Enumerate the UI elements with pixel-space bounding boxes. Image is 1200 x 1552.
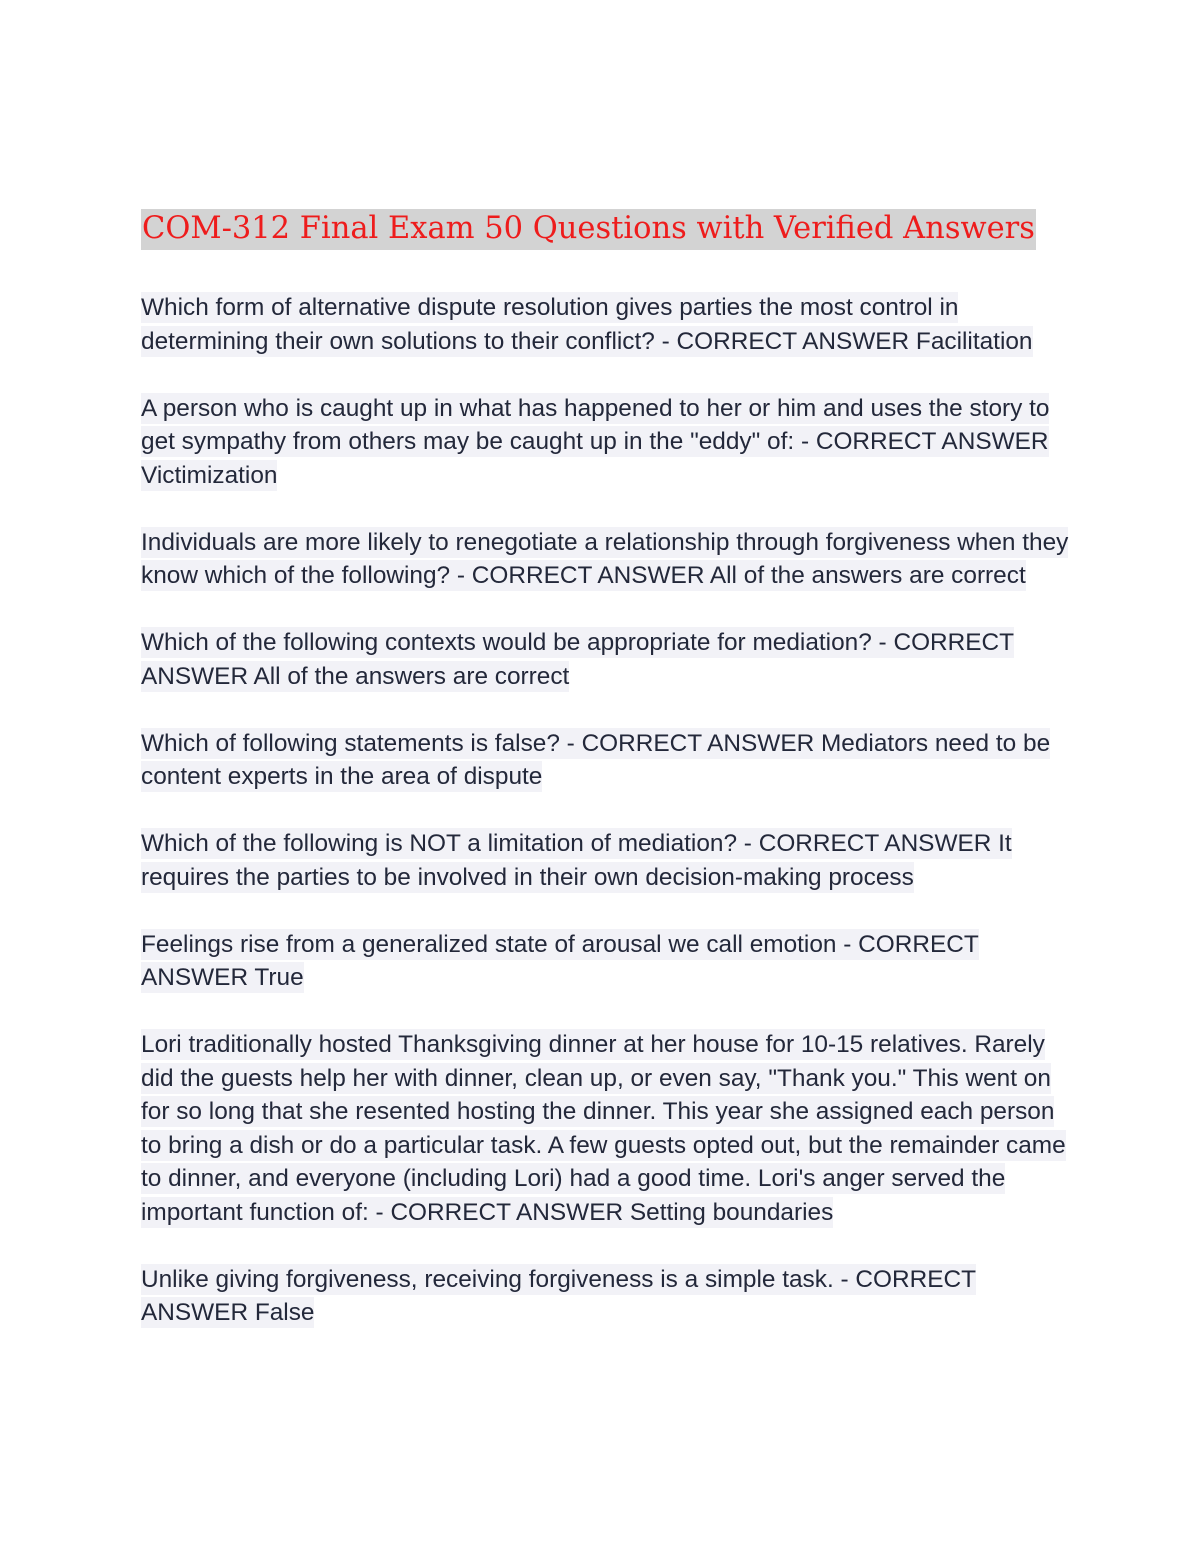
qa-text: Individuals are more likely to renegotiate a relationship through forgiveness when they know which of the following? - CORRECT ANSWER All of the answers are correct	[141, 528, 1069, 589]
qa-item	[141, 727, 1071, 794]
qa-item	[141, 827, 1071, 894]
document-page	[141, 206, 1071, 1363]
qa-text: Feelings rise from a generalized state of arousal we call emotion - CORRECT ANSWER True	[141, 930, 979, 991]
qa-item	[141, 928, 1071, 995]
qa-item	[141, 1028, 1071, 1229]
qa-item	[141, 1263, 1071, 1330]
qa-text: Which of the following contexts would be appropriate for mediation? - CORRECT ANSWER All of the answers are correct	[141, 629, 1015, 690]
qa-text: A person who is caught up in what has happened to her or him and uses the story to get sympathy from others may be caught up in the "eddy" of: - CORRECT ANSWER Victimization	[141, 394, 1050, 489]
title-block	[141, 206, 1071, 257]
qa-item	[141, 392, 1071, 493]
qa-text: Unlike giving forgiveness, receiving forgiveness is a simple task. - CORRECT ANSWER False	[141, 1265, 976, 1326]
qa-item	[141, 291, 1071, 358]
qa-text: Which of the following is NOT a limitation of mediation? - CORRECT ANSWER It requires the parties to be involved in their own decision-making process	[141, 830, 1012, 891]
qa-item	[141, 526, 1071, 593]
document-title: COM-312 Final Exam 50 Questions with Verified Answers	[141, 209, 1036, 250]
qa-text: Which form of alternative dispute resolution gives parties the most control in determining their own solutions to their conflict? - CORRECT ANSWER Facilitation	[141, 294, 1033, 355]
qa-text: Lori traditionally hosted Thanksgiving dinner at her house for 10-15 relatives. Rarely did the guests help her with dinner, clean up, or even say, "Thank you." This went on for so long that she resented hosting the dinner. This year she assigned each person to bring a dish or do a particular task. A few guests opted out, but the remainder came to dinner, and everyone (including Lori) had a good time. Lori's anger served the important function of: - CORRECT ANSWER Setting boundaries	[141, 1031, 1066, 1226]
qa-text: Which of following statements is false? - CORRECT ANSWER Mediators need to be content experts in the area of dispute	[141, 729, 1051, 790]
qa-item	[141, 626, 1071, 693]
